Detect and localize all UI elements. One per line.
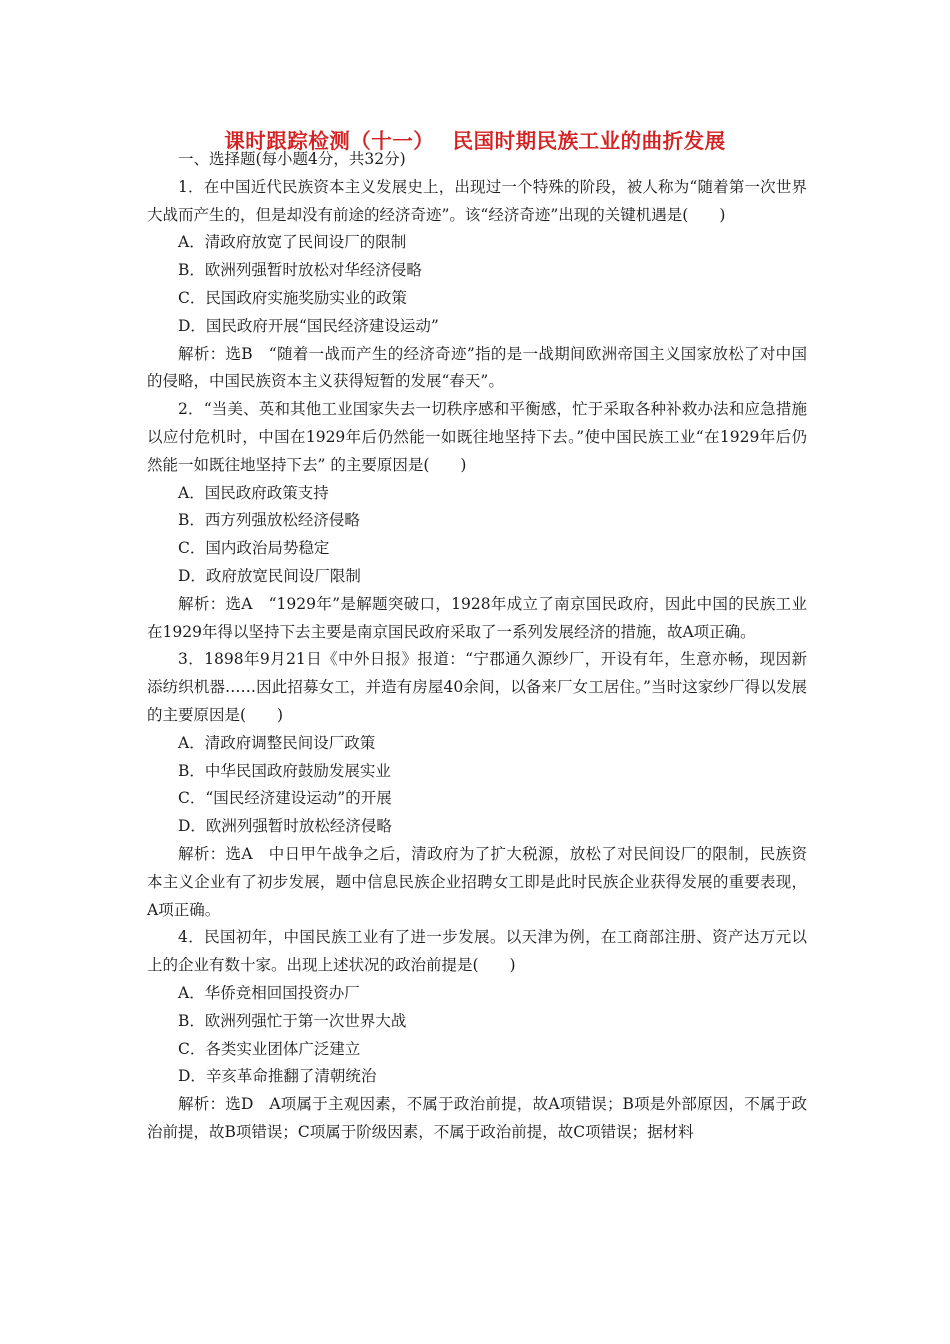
answer-analysis: 解析：选D A项属于主观因素，不属于政治前提，故A项错误；B项是外部原因，不属于政治前提，故B项错误；C项属于阶级因素，不属于政治前提，故C项错误；据材料 bbox=[147, 1095, 807, 1141]
answer-analysis: 解析：选A 中日甲午战争之后，清政府为了扩大税源，放松了对民间设厂的限制，民族资本主义企业有了初步发展，题中信息民族企业招聘女工即是此时民族企业获得发展的重要表现，A项正确。 bbox=[147, 844, 807, 919]
option-c: C．民国政府实施奖励实业的政策 bbox=[178, 288, 407, 307]
option-b: B．欧洲列强忙于第一次世界大战 bbox=[178, 1011, 407, 1030]
option-a: A．华侨竞相回国投资办厂 bbox=[178, 983, 360, 1002]
option-c: C．“国民经济建设运动”的开展 bbox=[178, 789, 392, 808]
option-c: C．国内政治局势稳定 bbox=[178, 539, 330, 558]
option-d: D．欧洲列强暂时放松经济侵略 bbox=[178, 817, 392, 836]
option-d: D．辛亥革命推翻了清朝统治 bbox=[178, 1067, 377, 1086]
option-d: D．政府放宽民间设厂限制 bbox=[178, 566, 361, 585]
option-c: C．各类实业团体广泛建立 bbox=[178, 1039, 361, 1058]
section-heading: 一、选择题(每小题4分，共32分) bbox=[178, 150, 406, 168]
option-b: B．欧洲列强暂时放松对华经济侵略 bbox=[178, 261, 422, 280]
question-stem: 2．“当美、英和其他工业国家失去一切秩序感和平衡感，忙于采取各种补救办法和应急措施以应付危机时，中国在1929年后仍然能一如既往地坚持下去。”使中国民族工业“在1929年后仍然能一如既往地坚持下去” 的主要原因是( ) bbox=[147, 400, 807, 474]
option-b: B．西方列强放松经济侵略 bbox=[178, 511, 360, 530]
option-a: A．清政府放宽了民间设厂的限制 bbox=[178, 233, 407, 252]
page-title: 课时跟踪检测（十一） 民国时期民族工业的曲折发展 bbox=[224, 129, 726, 153]
question-stem: 4．民国初年，中国民族工业有了进一步发展。以天津为例，在工商部注册、资产达万元以上的企业有数十家。出现上述状况的政治前提是( ) bbox=[147, 928, 807, 975]
answer-analysis: 解析：选B “随着一战而产生的经济奇迹”指的是一战期间欧洲帝国主义国家放松了对中国的侵略，中国民族资本主义获得短暂的发展“春天”。 bbox=[147, 344, 807, 391]
option-d: D．国民政府开展“国民经济建设运动” bbox=[178, 316, 439, 335]
answer-analysis: 解析：选A “1929年”是解题突破口，1928年成立了南京国民政府，因此中国的民族工业在1929年得以坚持下去主要是南京国民政府采取了一系列发展经济的措施，故A项正确。 bbox=[147, 594, 807, 641]
option-a: A．国民政府政策支持 bbox=[178, 483, 329, 502]
question-stem: 1．在中国近代民族资本主义发展史上，出现过一个特殊的阶段，被人称为“随着第一次世界大战而产生的，但是却没有前途的经济奇迹”。该“经济奇迹”出现的关键机遇是( ) bbox=[147, 177, 807, 224]
option-a: A．清政府调整民间设厂政策 bbox=[178, 733, 376, 752]
option-b: B．中华民国政府鼓励发展实业 bbox=[178, 761, 391, 780]
document-body bbox=[147, 146, 807, 1147]
question-stem: 3．1898年9月21日《中外日报》报道：“宁郡通久源纱厂，开设有年，生意亦畅，现因新添纺织机器……因此招募女工，并造有房屋40余间，以备来厂女工居住。”当时这家纱厂得以发展的主要原因是( ) bbox=[147, 650, 807, 724]
